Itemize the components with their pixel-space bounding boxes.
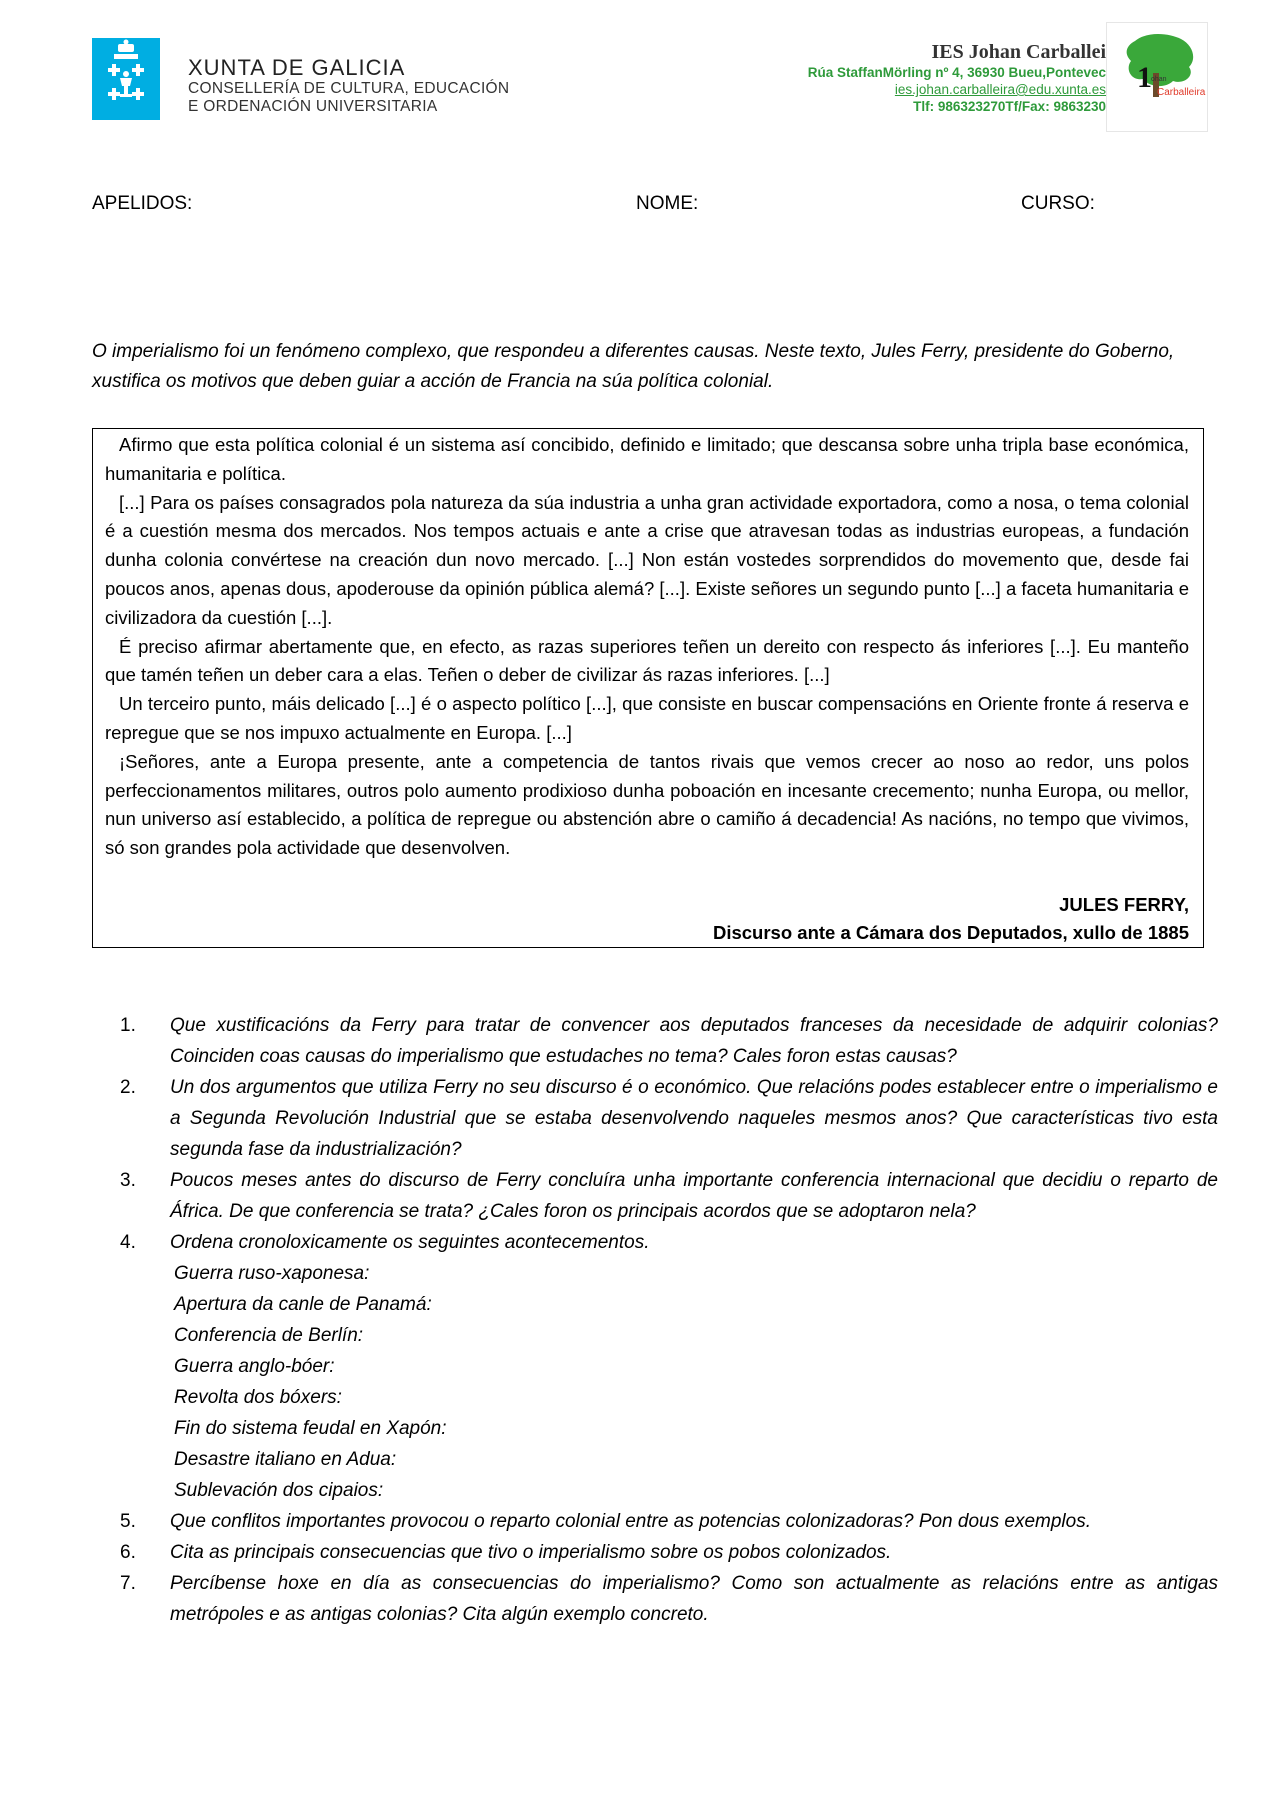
xunta-logo bbox=[92, 38, 160, 120]
question-item bbox=[120, 1227, 1218, 1258]
svg-text:ohan: ohan bbox=[1151, 76, 1167, 83]
quote-paragraph: Un terceiro punto, máis delicado [...] é o aspecto político [...], que consiste en buscar compensacións en Oriente fronte á reserva e repregue que se nos impuxo actualmente en Europa. [...] bbox=[105, 693, 1189, 743]
org-line-1: CONSELLERÍA DE CULTURA, EDUCACIÓN bbox=[188, 80, 510, 97]
question-number: 1. bbox=[120, 1015, 136, 1036]
name-label: NOME: bbox=[636, 193, 699, 214]
event-item: Sublevación dos cipaios: bbox=[174, 1480, 384, 1501]
quote-paragraph: É preciso afirmar abertamente que, en efecto, as razas superiores teñen un dereito con respecto ás inferiores [...]. Eu manteño que tamén teñen un deber cara a elas. Teñen o deber de civilizar ás razas inferiores. [...] bbox=[105, 635, 1189, 686]
school-phone: Tlf: 986323270Tf/Fax: 9863230 bbox=[913, 99, 1106, 114]
question-text: Que conflitos importantes provocou o reparto colonial entre as potencias colonizadoras? Pon dous exemplos. bbox=[170, 1511, 1091, 1532]
question-text: Un dos argumentos que utiliza Ferry no seu discurso é o económico. Que relacións podes establecer entre o imperialismo e a Segunda Revolución Industrial que se estaba desenvolvendo naqueles mesmos anos? Que características tivo esta segunda fase da industrialización? bbox=[170, 1077, 1218, 1160]
xunta-header bbox=[92, 38, 509, 120]
question-item bbox=[120, 1072, 1218, 1165]
event-item: Desastre italiano en Adua: bbox=[174, 1449, 397, 1470]
question-number: 5. bbox=[120, 1511, 136, 1532]
school-header bbox=[720, 40, 1106, 115]
quote-paragraph: [...] Para os países consagrados pola natureza da súa industria a unha gran actividade exportadora, como a nosa, o tema colonial é a cuestión mesma dos mercados. Nos tempos actuais e ante a crise que atravesan todas as industrias europeas, a fundación dunha colonia convértese na creación dun novo mercado. [...] Non están vostedes sorprendidos do movemento que, desde fai poucos anos, apenas dous, apoderouse da opinión pública alemá? [...]. Existe señores un segundo punto [...] a faceta humanitaria e civilizadora da cuestión [...]. bbox=[105, 491, 1190, 628]
org-title: XUNTA DE GALICIA bbox=[188, 55, 406, 80]
question-item bbox=[120, 1165, 1218, 1227]
question-item bbox=[120, 1506, 1218, 1537]
quote-paragraph: ¡Señores, ante a Europa presente, ante a competencia de tantos rivais que vemos crecer ao noso ao redor, uns polos perfeccionamentos militares, outros polo aumento prodixioso dunha poboación en incesante crecemento; nunha Europa, ou mellor, nun universo así establecido, a política de repregue ou abstención abre o camiño á decadencia! As nacións, no tempo que vivimos, só son grandes pola actividade que desenvolven. bbox=[105, 750, 1189, 859]
question-number: 7. bbox=[120, 1573, 136, 1594]
question-text: Cita as principais consecuencias que tivo o imperialismo sobre os pobos colonizados. bbox=[170, 1542, 892, 1563]
quote-paragraph: Afirmo que esta política colonial é un sistema así concibido, definido e limitado; que descansa sobre unha tripla base económica, humanitaria e política. bbox=[105, 434, 1189, 484]
svg-text:Carballeira: Carballeira bbox=[1157, 87, 1206, 98]
school-address: Rúa StaffanMörling nº 4, 36930 Bueu,Pontevec bbox=[807, 65, 1106, 80]
school-logo bbox=[1106, 22, 1208, 132]
quote-author: JULES FERRY, bbox=[1059, 893, 1189, 915]
surname-label: APELIDOS: bbox=[92, 193, 193, 214]
source-text-box bbox=[92, 428, 1204, 948]
question-number: 6. bbox=[120, 1542, 136, 1563]
event-item: Apertura da canle de Panamá: bbox=[174, 1294, 432, 1315]
course-label: CURSO: bbox=[1021, 193, 1095, 214]
event-item: Conferencia de Berlín: bbox=[174, 1325, 364, 1346]
questions-list bbox=[120, 1010, 1218, 1630]
question-text: Percíbense hoxe en día as consecuencias do imperialismo? Como son actualmente as relacións entre as antigas metrópoles e as antigas colonias? Cita algún exemplo concreto. bbox=[170, 1573, 1218, 1625]
school-email[interactable]: ies.johan.carballeira@edu.xunta.es bbox=[894, 82, 1106, 97]
events-list bbox=[174, 1258, 1218, 1506]
svg-text:1: 1 bbox=[1137, 61, 1152, 94]
event-item: Revolta dos bóxers: bbox=[174, 1387, 342, 1408]
question-text: Poucos meses antes do discurso de Ferry concluíra unha importante conferencia internacional que decidiu o reparto de África. De que conferencia se trata? ¿Cales foron os principais acordos que se adoptaron nela? bbox=[170, 1170, 1218, 1222]
quote-source: Discurso ante a Cámara dos Deputados, xullo de 1885 bbox=[712, 921, 1189, 943]
question-item bbox=[120, 1568, 1218, 1630]
event-item: Guerra ruso-xaponesa: bbox=[174, 1263, 370, 1284]
intro-text: O imperialismo foi un fenómeno complexo, que respondeu a diferentes causas. Neste texto, Jules Ferry, presidente do Goberno, xustifica os motivos que deben guiar a acción de Francia na súa política colonial. bbox=[92, 341, 1175, 392]
question-number: 2. bbox=[120, 1077, 136, 1098]
event-item: Fin do sistema feudal en Xapón: bbox=[174, 1418, 447, 1439]
org-line-2: E ORDENACIÓN UNIVERSITARIA bbox=[188, 98, 438, 115]
question-number: 4. bbox=[120, 1232, 136, 1253]
question-text: Que xustificacións da Ferry para tratar de convencer aos deputados franceses da necesidade de adquirir colonias? Coinciden coas causas do imperialismo que estudaches no tema? Cales foron estas causas? bbox=[170, 1015, 1218, 1067]
quote-attribution bbox=[105, 891, 1189, 947]
question-text: Ordena cronoloxicamente os seguintes acontecementos. bbox=[170, 1232, 650, 1253]
question-item bbox=[120, 1537, 1218, 1568]
event-item: Guerra anglo-bóer: bbox=[174, 1356, 335, 1377]
school-name: IES Johan Carballei bbox=[931, 41, 1106, 63]
question-item bbox=[120, 1010, 1218, 1072]
question-number: 3. bbox=[120, 1170, 136, 1191]
